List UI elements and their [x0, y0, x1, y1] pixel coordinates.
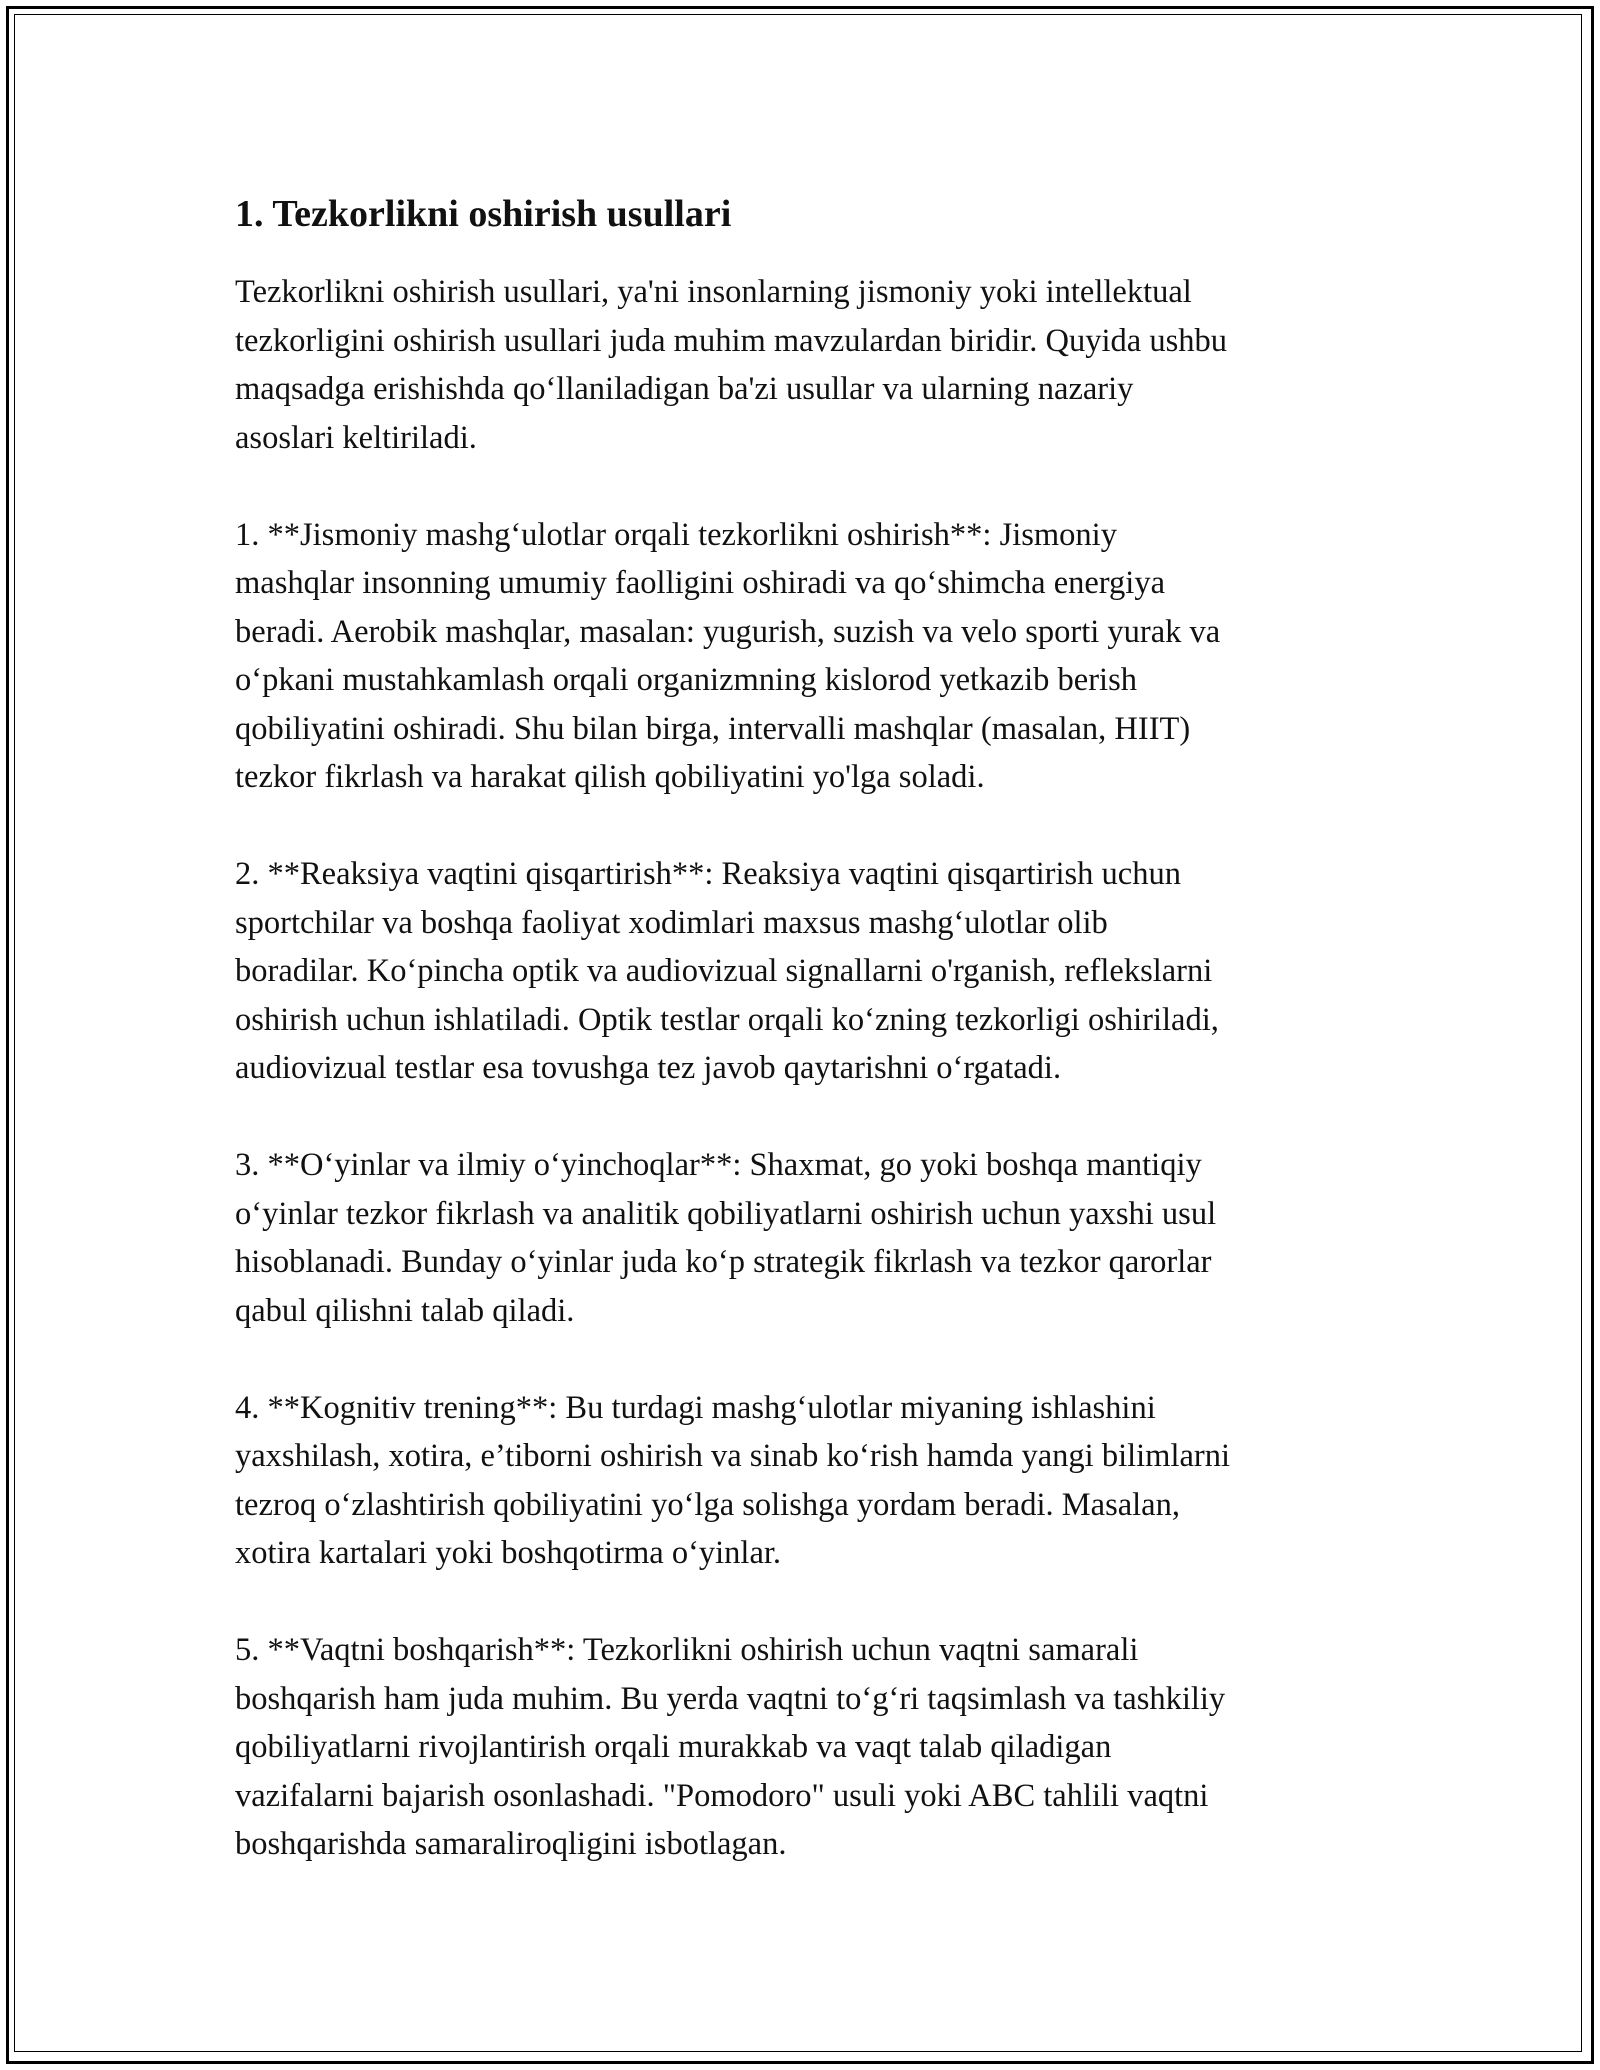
intro-paragraph: Tezkorlikni oshirish usullari, ya'ni insonlarning jismoniy yoki intellektual tezkorligini oshirish usullari juda muhim mavzulardan biridir. Quyida ushbu maqsadga erishishda qo‘llaniladigan ba'zi usullar va ularning nazariy asoslari keltiriladi.	[235, 274, 1227, 456]
document-page	[235, 190, 1385, 1917]
paragraph-cognitive-training: 4. **Kognitiv trening**: Bu turdagi mashg‘ulotlar miyaning ishlashini yaxshilash, xotira, e’tiborni oshirish va sinab ko‘rish hamda yangi bilimlarni tezroq o‘zlashtirish qobiliyatini yo‘lga solishga yordam beradi. Masalan, xotira kartalari yoki boshqotirma o‘yinlar.	[235, 1389, 1230, 1571]
paragraph-games: 3. **O‘yinlar va ilmiy o‘yinchoqlar**: Shaxmat, go yoki boshqa mantiqiy o‘yinlar tezkor fikrlash va analitik qobiliyatlarni oshirish uchun yaxshi usul hisoblanadi. Bunday o‘yinlar juda ko‘p strategik fikrlash va tezkor qarorlar qabul qilishni talab qiladi.	[235, 1147, 1217, 1329]
paragraph-reaction-time: 2. **Reaksiya vaqtini qisqartirish**: Reaksiya vaqtini qisqartirish uchun sportchilar va boshqa faoliyat xodimlari maxsus mashg‘ulotlar olib boradilar. Ko‘pincha optik va audiovizual signallarni o'rganish, reflekslarni oshirish uchun ishlatiladi. Optik testlar orqali ko‘zning tezkorligi oshiriladi, audiovizual testlar esa tovushga tez javob qaytarishni o‘rgatadi.	[235, 856, 1219, 1086]
section-heading: 1. Tezkorlikni oshirish usullari	[235, 193, 732, 235]
paragraph-time-management: 5. **Vaqtni boshqarish**: Tezkorlikni oshirish uchun vaqtni samarali boshqarish ham juda muhim. Bu yerda vaqtni to‘g‘ri taqsimlash va tashkiliy qobiliyatlarni rivojlantirish orqali murakkab va vaqt talab qiladigan vazifalarni bajarish osonlashadi. "Pomodoro" usuli yoki ABC tahlili vaqtni boshqarishda samaraliroqligini isbotlagan.	[235, 1632, 1226, 1862]
paragraph-physical-exercise: 1. **Jismoniy mashg‘ulotlar orqali tezkorlikni oshirish**: Jismoniy mashqlar insonning umumiy faolligini oshiradi va qo‘shimcha energiya beradi. Aerobik mashqlar, masalan: yugurish, suzish va velo sporti yurak va o‘pkani mustahkamlash orqali organizmning kislorod yetkazib berish qobiliyatini oshiradi. Shu bilan birga, intervalli mashqlar (masalan, HIIT) tezkor fikrlash va harakat qilish qobiliyatini yo'lga soladi.	[235, 516, 1221, 795]
